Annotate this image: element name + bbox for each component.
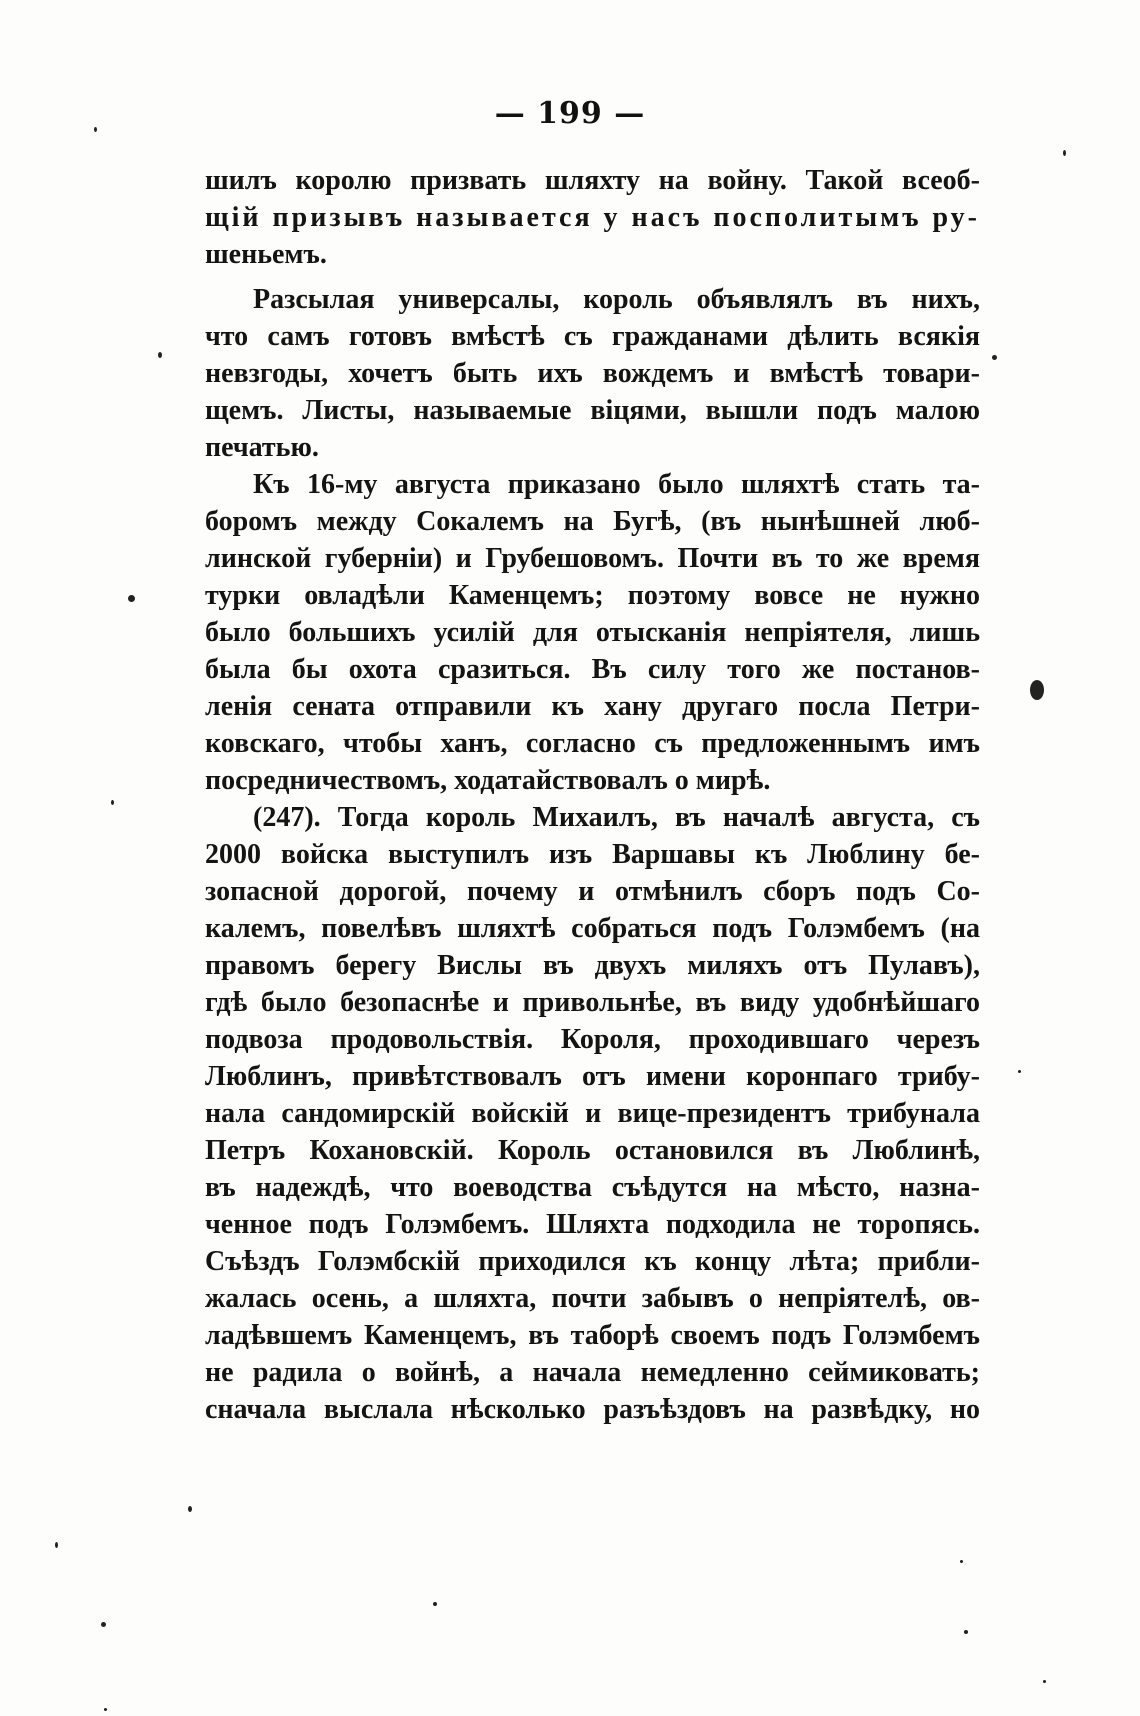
text-line: Разсылая универсалы, король объявлялъ въ нихъ, — [253, 284, 980, 315]
text-line: печатью. — [205, 432, 319, 463]
text-line: гдѣ было безопаснѣе и привольнѣе, въ виду удобнѣйшаго — [205, 987, 980, 1018]
text-line: шеньемъ. — [205, 239, 327, 270]
text-line: въ надеждѣ, что воеводства съѣдутся на мѣсто, назна- — [205, 1172, 980, 1203]
scan-speck — [992, 355, 997, 360]
text-line: жалась осень, а шляхта, почти забывъ о непріятелѣ, ов- — [205, 1283, 980, 1314]
scan-speck — [1018, 1070, 1021, 1073]
text-line: 2000 войска выступилъ изъ Варшавы къ Люблину бе- — [205, 839, 980, 870]
text-line: щемъ. Листы, называемые віцями, вышли подъ малою — [205, 395, 980, 426]
text-line: что самъ готовъ вмѣстѣ съ гражданами дѣлить всякія — [205, 321, 980, 352]
scan-speck — [104, 1708, 107, 1711]
text-line: боромъ между Сокалемъ на Бугѣ, (въ нынѣшней люб- — [205, 506, 980, 537]
scan-speck — [433, 1602, 437, 1606]
text-line: посредничествомъ, ходатайствовалъ о мирѣ. — [205, 765, 771, 796]
text-line: правомъ берегу Вислы въ двухъ миляхъ отъ Пулавъ), — [205, 950, 980, 981]
text-line: было большихъ усилій для отысканія непріятеля, лишь — [205, 617, 980, 648]
scan-speck — [1043, 1680, 1046, 1683]
scan-speck — [158, 352, 162, 358]
scan-speck — [960, 1560, 963, 1563]
text-line: Петръ Кохановскій. Король остановился въ Люблинѣ, — [205, 1135, 980, 1166]
text-line: Люблинъ, привѣтствовалъ отъ имени коронпаго трибу- — [205, 1061, 980, 1092]
scan-speck — [1063, 150, 1066, 156]
scan-speck — [94, 127, 97, 132]
text-line: калемъ, повелѣвъ шляхтѣ собраться подъ Голэмбемъ (на — [205, 913, 980, 944]
text-line: Къ 16-му августа приказано было шляхтѣ стать та- — [253, 469, 980, 500]
text-line: шилъ королю призвать шляхту на войну. Такой всеоб- — [205, 165, 980, 196]
scan-speck — [128, 595, 135, 602]
text-line: ленія сената отправили къ хану другаго посла Петри- — [205, 691, 980, 722]
text-line: зопасной дорогой, почему и отмѣнилъ сборъ подъ Со- — [205, 876, 980, 907]
scan-speck — [111, 800, 114, 805]
text-line: ченное подъ Голэмбемъ. Шляхта подходила не торопясь. — [205, 1209, 980, 1240]
text-line: не радила о войнѣ, а начала немедленно сеймиковать; — [205, 1357, 980, 1388]
text-line: (247). Тогда король Михаилъ, въ началѣ августа, съ — [253, 802, 980, 833]
text-line: невзгоды, хочетъ быть ихъ вождемъ и вмѣстѣ товари- — [205, 358, 980, 389]
scan-speck — [55, 1542, 58, 1548]
scan-speck — [188, 1506, 192, 1512]
body-text — [205, 162, 980, 1428]
text-line: ковскаго, чтобы ханъ, согласно съ предложеннымъ имъ — [205, 728, 980, 759]
scan-speck — [1030, 680, 1044, 700]
scan-speck — [101, 1622, 106, 1627]
text-line: ладѣвшемъ Каменцемъ, въ таборѣ своемъ подъ Голэмбемъ — [205, 1320, 980, 1351]
paragraph-gap — [205, 273, 980, 281]
text-line: щій призывъ называется у насъ посполитымъ ру- — [205, 202, 980, 233]
text-line: была бы охота сразиться. Въ силу того же постанов- — [205, 654, 980, 685]
text-line: нала сандомирскій войскій и вице-президентъ трибунала — [205, 1098, 980, 1129]
text-line: линской губерніи) и Грубешовомъ. Почти въ то же время — [205, 543, 980, 574]
text-line: сначала выслала нѣсколько разъѣздовъ на развѣдку, но — [205, 1394, 980, 1425]
text-line: турки овладѣли Каменцемъ; поэтому вовсе не нужно — [205, 580, 980, 611]
page-number: — 199 — — [494, 96, 646, 131]
text-line: подвоза продовольствія. Короля, проходившаго черезъ — [205, 1024, 980, 1055]
text-line: Съѣздъ Голэмбскій приходился къ концу лѣта; прибли- — [205, 1246, 980, 1277]
scan-speck — [964, 1630, 968, 1634]
